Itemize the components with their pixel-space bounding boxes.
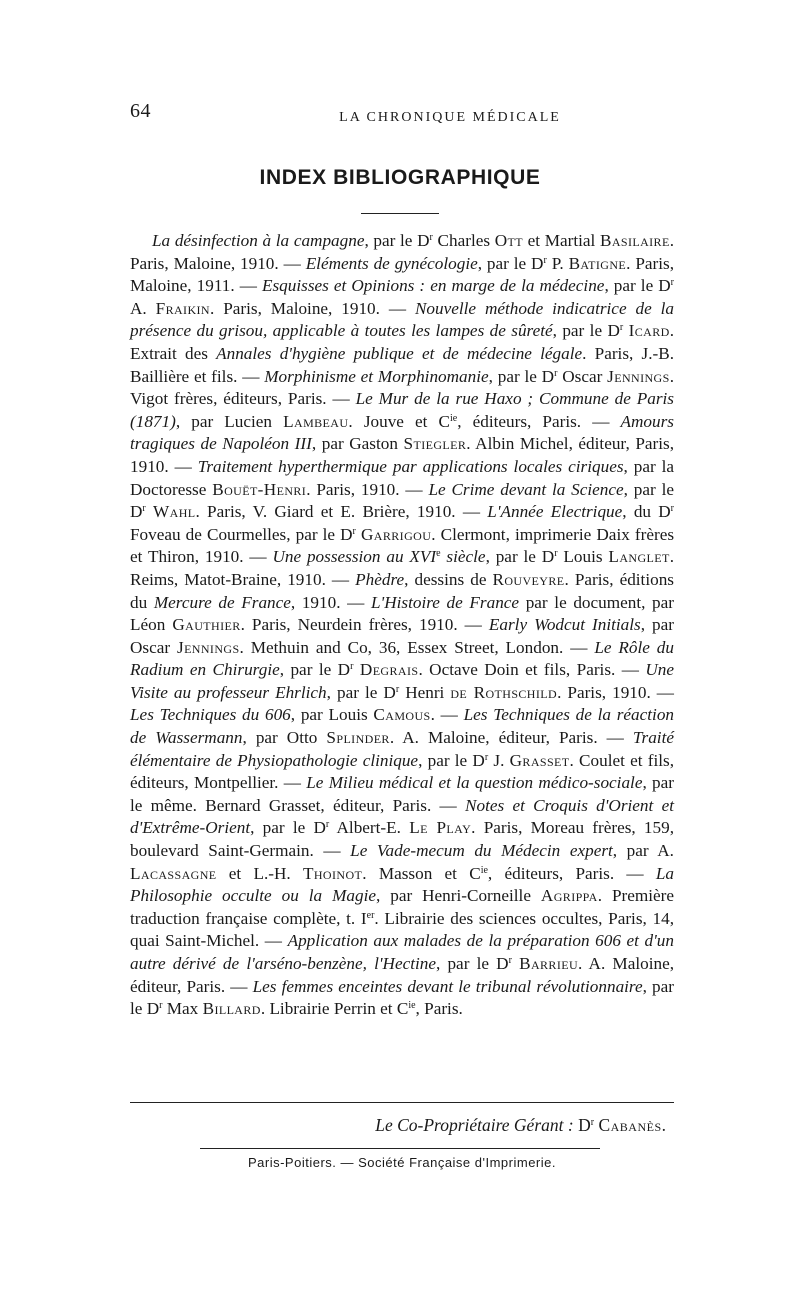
entry-desc-sup: r xyxy=(352,525,356,537)
entry-tail: . Reims, Matot-Braine, 1910. — xyxy=(130,547,675,589)
entry-author2: Thoinot xyxy=(302,863,363,883)
signature-prefix-sup: r xyxy=(590,1117,595,1128)
entry-tail: . Paris, 1910. — xyxy=(557,682,674,702)
entry-desc3: et L.-H. xyxy=(216,863,303,883)
entry-title: Le Mur de la rue Haxo ; Commune de Paris (1871) xyxy=(130,389,674,431)
entry-title: La Philosophie occulte ou la Magie xyxy=(130,863,674,906)
entry-author: Langlet xyxy=(608,547,670,567)
entry-desc: , par Lucien xyxy=(175,411,284,431)
entry-desc: , par le D xyxy=(485,547,555,567)
entry-title: Le Vade-mecum du Médecin expert xyxy=(350,841,613,861)
entry-author: Lacassagne xyxy=(130,863,217,883)
entry-tail: . Paris, Maloine, 1910. — xyxy=(209,298,415,318)
entry-author: Batigne xyxy=(568,253,627,273)
entry-title: siècle xyxy=(440,547,486,567)
entry-desc2 xyxy=(146,502,153,521)
entry-author: Camous xyxy=(373,705,431,725)
entry-desc-sup: r xyxy=(619,322,624,334)
entry-desc-sup: r xyxy=(554,548,558,560)
entry-author: Bouët-Henri xyxy=(212,479,307,499)
entry-desc: , par le D xyxy=(250,818,326,838)
entry-desc: , 1910. — xyxy=(290,592,371,612)
entry-title: Eléments de gynécologie xyxy=(305,253,478,273)
entry-desc2: , éditeurs, Paris. — xyxy=(457,411,621,431)
entry-desc: , par Henri-Corneille xyxy=(376,886,541,906)
entry-author: Rouveyre xyxy=(492,569,565,589)
entry-tail: . Albin Michel, éditeur, Paris, 1910. — xyxy=(130,434,674,476)
entry-desc: , par le D xyxy=(364,231,430,250)
entry-desc: , par Otto xyxy=(242,728,327,748)
entry-desc: , du D xyxy=(622,502,671,522)
entry-desc: , par le D xyxy=(477,253,544,273)
entry-desc: , par le D xyxy=(326,682,396,702)
entry-title: L'Histoire de France xyxy=(370,592,520,612)
entry-desc2: Charles xyxy=(432,231,495,250)
entry-title: Esquisses et Opinions : en marge de la médecine xyxy=(261,276,605,296)
entry-tail: . Paris, 1910. — xyxy=(306,479,429,499)
entry-tail: . Paris, Maloine, 1910. — xyxy=(130,231,674,273)
entry-desc2: A. xyxy=(130,298,156,318)
entry-desc2: J. xyxy=(488,750,510,770)
entry-title: Traitement hyperthermique par applications locales ciriques xyxy=(197,456,624,476)
entry-title: Le Rôle du Radium en Chirurgie xyxy=(130,637,674,680)
entry-tail: . Paris, éditions du xyxy=(130,569,674,612)
entry-desc: , par le D xyxy=(436,954,509,973)
entry-title: Le Milieu médical et la question médico-sociale xyxy=(306,773,643,793)
signature-prefix: D xyxy=(573,1115,591,1135)
entry-desc: , par le D xyxy=(552,321,620,341)
entry-desc: , par le D xyxy=(130,976,674,1019)
entry-tail: . Paris, V. Giard et E. Brière, 1910. — xyxy=(195,502,488,522)
entry-desc-sup: r xyxy=(670,277,675,289)
title-rule xyxy=(361,213,439,214)
entry-title: Mercure de France xyxy=(153,592,291,612)
entry-desc2: , éditeurs, Paris. — xyxy=(487,863,656,883)
entry-desc2: Foveau de Courmelles, par le D xyxy=(130,524,353,544)
entry-tail: . Paris, Moreau frères, 159, boulevard Saint-Germain. — xyxy=(130,818,675,861)
entry-desc: , par le D xyxy=(418,750,485,770)
entry-author: Splinder xyxy=(326,728,390,748)
entry-desc: , par la Doctoresse xyxy=(130,456,674,499)
entry-tail: . — xyxy=(430,705,464,725)
entry-author: Fraikin xyxy=(155,298,210,318)
signature-name: Cabanès xyxy=(598,1115,662,1135)
entry-title: Les femmes enceintes devant le tribunal révolutionnaire xyxy=(252,976,643,996)
entry-tail: . Jouve et C xyxy=(348,411,450,431)
entry-tail: . Octave Doin et fils, Paris. — xyxy=(418,660,646,680)
entry-title: Morphinisme et Morphinomanie xyxy=(264,366,489,386)
entry-author: Degrais xyxy=(359,660,419,680)
entry-tail: . Paris, Neurdein frères, 1910. — xyxy=(240,615,489,635)
entry-desc-sup: r xyxy=(325,819,330,831)
entry-desc: par le document, par Léon xyxy=(130,592,675,635)
entry-desc: , par Gaston xyxy=(311,434,404,454)
entry-desc: , par le même. Bernard Grasset, éditeur, Paris. — xyxy=(130,773,674,815)
section-title: INDEX BIBLIOGRAPHIQUE xyxy=(259,166,541,189)
entry-author: Wahl xyxy=(153,502,196,522)
entry-desc2: , Paris. xyxy=(415,999,463,1019)
entry-author2: Basilaire xyxy=(599,231,670,250)
entry-desc-sup: ie xyxy=(450,412,458,424)
entry-tail: . Masson et C xyxy=(362,863,481,883)
entry-desc-sup: r xyxy=(395,683,400,695)
entry-author: Agrippa xyxy=(540,886,598,906)
entry-author: Jennings xyxy=(607,366,670,386)
printer-line: Paris-Poitiers. — Société Française d'Imprimerie. xyxy=(247,1155,556,1170)
entry-author: de Rothschild xyxy=(450,682,558,702)
entry-desc: , par le D xyxy=(130,479,674,522)
signature-end: . xyxy=(661,1115,666,1135)
entry-author: Garrigou xyxy=(360,524,432,544)
entry-author: Ott xyxy=(494,231,523,250)
entry-desc: , dessins de xyxy=(404,569,493,589)
entry-desc-sup: r xyxy=(670,503,675,515)
entry-desc2: Henri xyxy=(399,682,451,702)
bibliography-paragraph xyxy=(130,230,674,1021)
signature-rule xyxy=(130,1102,674,1103)
entry-title: Traité élémentaire de Physiopathologie clinique xyxy=(130,728,674,770)
signature-label: Le Co-Propriétaire Gérant : xyxy=(375,1115,574,1135)
entry-title: Amours tragiques de Napoléon III xyxy=(130,411,674,454)
entry-desc-sup: r xyxy=(429,232,433,243)
entry-desc: , par le D xyxy=(279,660,351,680)
signature-line xyxy=(130,1115,666,1136)
entry-author: Lambeau xyxy=(283,411,349,431)
entry-desc-sup: r xyxy=(508,955,512,966)
entry-desc2: Louis xyxy=(557,547,609,567)
entry-author: Grasset xyxy=(509,750,570,770)
entry-title: Application aux malades de la préparation 606 et d'un autre dérivé de l'arséno-benzène, l'Hectine xyxy=(130,931,674,973)
entry-tail: . Première traduction française complète, t. I xyxy=(130,886,674,928)
entry-tail: . A. Maloine, éditeur, Paris. — xyxy=(130,954,675,996)
entry-title: Phèdre xyxy=(355,569,405,589)
entry-desc2: Albert-E. xyxy=(329,818,410,838)
entry-tail: . Coulet et fils, éditeurs, Montpellier. — xyxy=(130,750,674,793)
entry-title: Notes et Croquis d'Orient et d'Extrême-Orient xyxy=(130,795,674,838)
page-number: 64 xyxy=(130,100,151,122)
entry-author: Icard xyxy=(628,321,670,341)
entry-desc: , par le D xyxy=(604,276,671,296)
entry-author: Billard xyxy=(202,999,261,1019)
entry-author: Gauthier xyxy=(172,615,241,635)
entry-desc-sup: e xyxy=(436,548,441,560)
entry-tail: . Clermont, imprimerie Daix frères et Thiron, 1910. — xyxy=(130,524,675,567)
entry-author: Le Play xyxy=(409,818,472,838)
entry-title: Nouvelle méthode indicatrice de la présence du grisou, applicable à toutes les lampes de sûreté xyxy=(130,298,674,341)
entry-tail: . Librairie Perrin et C xyxy=(260,999,409,1019)
entry-desc2: P. xyxy=(546,253,569,273)
entry-desc: , par Louis xyxy=(290,705,374,725)
entry-desc-sup: r xyxy=(350,661,354,673)
entry-desc2: Oscar xyxy=(557,366,608,386)
entry-desc-sup: ie xyxy=(480,864,488,876)
entry-author: Jennings xyxy=(176,637,240,657)
footer-rule xyxy=(200,1148,600,1149)
entry-title: La désinfection à la campagne xyxy=(152,231,365,250)
running-head: LA CHRONIQUE MÉDICALE xyxy=(339,110,561,125)
entry-tail: . Extrait des xyxy=(130,321,675,363)
entry-desc2: Max xyxy=(162,999,203,1019)
entry-title: Early Wodcut Initials xyxy=(488,615,641,635)
entry-desc-sup: r xyxy=(159,1000,163,1012)
entry-desc: , par le D xyxy=(488,366,555,386)
entry-author: Stiegler xyxy=(403,434,467,454)
entry-desc3: et Martial xyxy=(522,231,600,250)
entry-desc: , par Oscar xyxy=(130,615,674,657)
entry-tail: . Paris, Maloine, 1911. — xyxy=(130,253,675,296)
entry-title: L'Année Electrique xyxy=(487,502,623,522)
entry-title: Une possession au XVI xyxy=(272,547,437,567)
entry-title: Le Crime devant la Science xyxy=(428,479,624,499)
entry-title: Annales d'hygiène publique et de médecine légale xyxy=(216,343,583,363)
entry-desc2: . Librairie des sciences occultes, Paris, 14, quai Saint-Michel. — xyxy=(130,908,675,951)
entry-desc-sup: r xyxy=(543,254,547,266)
entry-desc-sup: r xyxy=(554,367,558,379)
entry-desc-sup: r xyxy=(484,751,489,763)
entry-desc-sup: er xyxy=(366,909,375,921)
entry-title: Les Techniques du 606 xyxy=(130,705,291,725)
entry-desc: , par A. xyxy=(612,841,674,861)
entry-tail: . Methuin and Co, 36, Essex Street, London. — xyxy=(239,637,595,657)
entry-tail: . Vigot frères, éditeurs, Paris. — xyxy=(130,366,674,409)
entry-title: Une Visite au professeur Ehrlich xyxy=(130,660,675,702)
entry-desc-sup: r xyxy=(142,503,146,515)
entry-author: Barrieu xyxy=(519,954,579,973)
entry-title: Les Techniques de la réaction de Wassermann xyxy=(130,705,675,748)
entry-desc: . Paris, J.-B. Baillière et fils. — xyxy=(130,343,674,386)
entry-desc-sup: ie xyxy=(408,1000,416,1012)
entry-tail: . A. Maloine, éditeur, Paris. — xyxy=(389,728,633,748)
